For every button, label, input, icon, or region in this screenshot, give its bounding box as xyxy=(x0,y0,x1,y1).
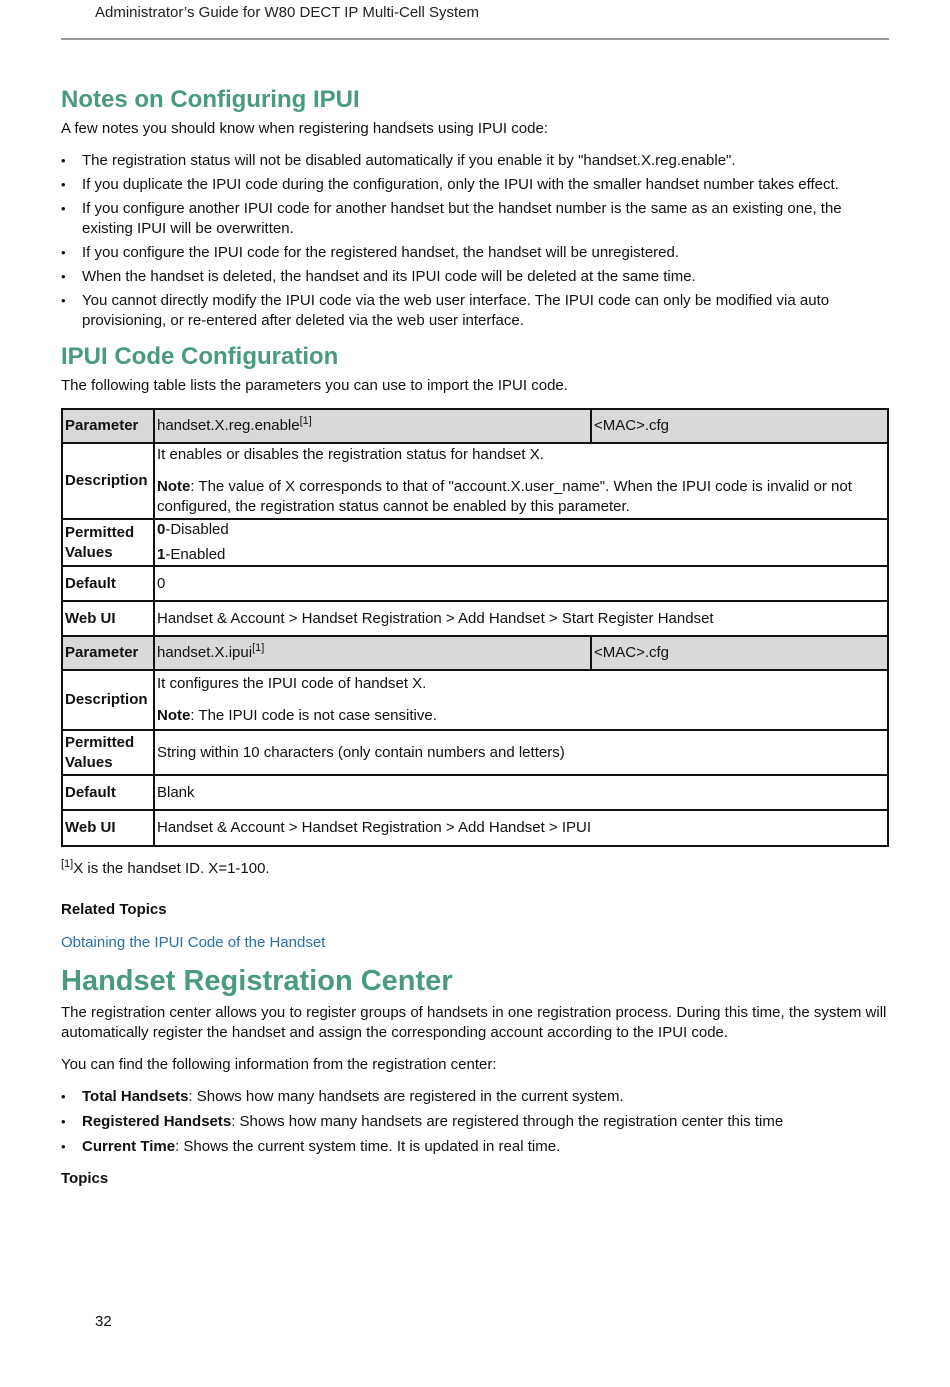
registration-center-find: You can find the following information from the registration center: xyxy=(61,1056,497,1073)
topics-heading: Topics xyxy=(61,1170,109,1187)
note-text: : The IPUI code is not case sensitive. xyxy=(190,707,437,724)
permitted-values-label xyxy=(62,519,154,566)
description-cell xyxy=(154,670,888,730)
table-row xyxy=(62,636,888,670)
list-item: • The registration status will not be disabled automatically if you enable it by "handset.X.reg.enable". xyxy=(61,151,889,171)
permitted-values-label xyxy=(62,730,154,775)
value-option xyxy=(157,545,885,565)
table-row xyxy=(62,409,888,443)
note-label: Note xyxy=(157,478,191,495)
value-text: -Enabled xyxy=(165,546,226,563)
list-item: • When the handset is deleted, the handset and its IPUI code will be deleted at the same time. xyxy=(61,267,889,287)
term-description: : Shows the current system time. It is updated in real time. xyxy=(175,1138,561,1155)
config-intro: The following table lists the parameters you can use to import the IPUI code. xyxy=(61,377,568,394)
value-key: 1 xyxy=(157,546,166,563)
table-row xyxy=(62,810,888,846)
config-file: <MAC>.cfg xyxy=(591,409,888,443)
registration-center-intro: The registration center allows you to register groups of handsets in one registration process. During this time, the system will automatically register the handset and assign the corresponding account according to the IPUI code. xyxy=(61,1004,887,1041)
list-item xyxy=(61,1112,889,1132)
permitted-values-cell: String within 10 characters (only contain numbers and letters) xyxy=(154,730,888,775)
related-topics-heading: Related Topics xyxy=(61,901,167,918)
parameter-label: Parameter xyxy=(62,636,154,670)
footnote-ref: [1] xyxy=(252,642,265,654)
table-row xyxy=(62,601,888,636)
label-line: Values xyxy=(65,753,113,771)
parameter-name: handset.X.reg.enable xyxy=(157,417,300,434)
list-item xyxy=(61,1137,889,1157)
description-label: Description xyxy=(62,443,154,519)
description-text: It enables or disables the registration status for handset X. xyxy=(157,446,544,463)
notes-list xyxy=(61,151,889,331)
footnote-ref: [1] xyxy=(299,415,312,427)
list-item xyxy=(61,1087,889,1107)
value-key: 0 xyxy=(157,521,166,538)
table-footnote xyxy=(61,859,889,879)
table-row xyxy=(62,670,888,730)
value-text: -Disabled xyxy=(165,521,229,538)
label-line: Values xyxy=(65,543,113,561)
label-line: Permitted xyxy=(65,523,135,541)
table-row xyxy=(62,519,888,566)
notes-intro: A few notes you should know when registering handsets using IPUI code: xyxy=(61,120,548,137)
footnote-text: X is the handset ID. X=1-100. xyxy=(73,860,270,877)
parameter-label: Parameter xyxy=(62,409,154,443)
header-divider xyxy=(61,38,889,40)
description-label: Description xyxy=(62,670,154,730)
web-ui-label: Web UI xyxy=(62,810,154,846)
list-item: • If you configure the IPUI code for the registered handset, the handset will be unregistered. xyxy=(61,243,889,263)
web-ui-label: Web UI xyxy=(62,601,154,636)
table-row xyxy=(62,566,888,601)
registration-info-list xyxy=(61,1087,889,1157)
parameter-name-cell xyxy=(154,409,591,443)
term: Current Time xyxy=(82,1138,176,1155)
list-item: • If you duplicate the IPUI code during the configuration, only the IPUI with the smaller handset number takes effect. xyxy=(61,175,889,195)
notes-heading: Notes on Configuring IPUI xyxy=(61,86,360,113)
default-value: Blank xyxy=(154,775,888,810)
footnote-mark: [1] xyxy=(61,858,74,870)
parameter-name-cell xyxy=(154,636,591,670)
parameter-table xyxy=(61,408,889,847)
web-ui-path: Handset & Account > Handset Registration > Add Handset > IPUI xyxy=(154,810,888,846)
table-row xyxy=(62,443,888,519)
registration-center-heading: Handset Registration Center xyxy=(61,965,453,997)
note-text: : The value of X corresponds to that of "account.X.user_name". When the IPUI code is invalid or not configured, the registration status cannot be enabled by this parameter. xyxy=(157,478,852,515)
description-note xyxy=(157,706,885,726)
parameter-name: handset.X.ipui xyxy=(157,644,253,661)
default-label: Default xyxy=(62,566,154,601)
list-item: • If you configure another IPUI code for another handset but the handset number is the same as an existing one, the existing IPUI will be overwritten. xyxy=(61,199,889,239)
label-line: Permitted xyxy=(65,733,135,751)
description-text: It configures the IPUI code of handset X. xyxy=(157,675,427,692)
page-number: 32 xyxy=(95,1313,112,1330)
term-description: : Shows how many handsets are registered through the registration center this time xyxy=(231,1113,784,1130)
table-row xyxy=(62,730,888,775)
page-content xyxy=(61,84,889,1189)
running-header: Administrator’s Guide for W80 DECT IP Multi-Cell System xyxy=(95,4,480,21)
config-heading: IPUI Code Configuration xyxy=(61,343,339,370)
web-ui-path: Handset & Account > Handset Registration > Add Handset > Start Register Handset xyxy=(154,601,888,636)
description-note xyxy=(157,477,885,517)
default-label: Default xyxy=(62,775,154,810)
term: Total Handsets xyxy=(82,1088,189,1105)
term-description: : Shows how many handsets are registered in the current system. xyxy=(188,1088,624,1105)
default-value: 0 xyxy=(154,566,888,601)
list-item: • You cannot directly modify the IPUI code via the web user interface. The IPUI code can only be modified via auto provisioning, or re-entered after deleted via the web user interface. xyxy=(61,291,889,331)
related-topic-link[interactable]: Obtaining the IPUI Code of the Handset xyxy=(61,934,326,951)
config-file: <MAC>.cfg xyxy=(591,636,888,670)
description-cell xyxy=(154,443,888,519)
permitted-values-cell xyxy=(154,519,888,566)
note-label: Note xyxy=(157,707,191,724)
value-option xyxy=(157,520,885,540)
table-row xyxy=(62,775,888,810)
term: Registered Handsets xyxy=(82,1113,232,1130)
